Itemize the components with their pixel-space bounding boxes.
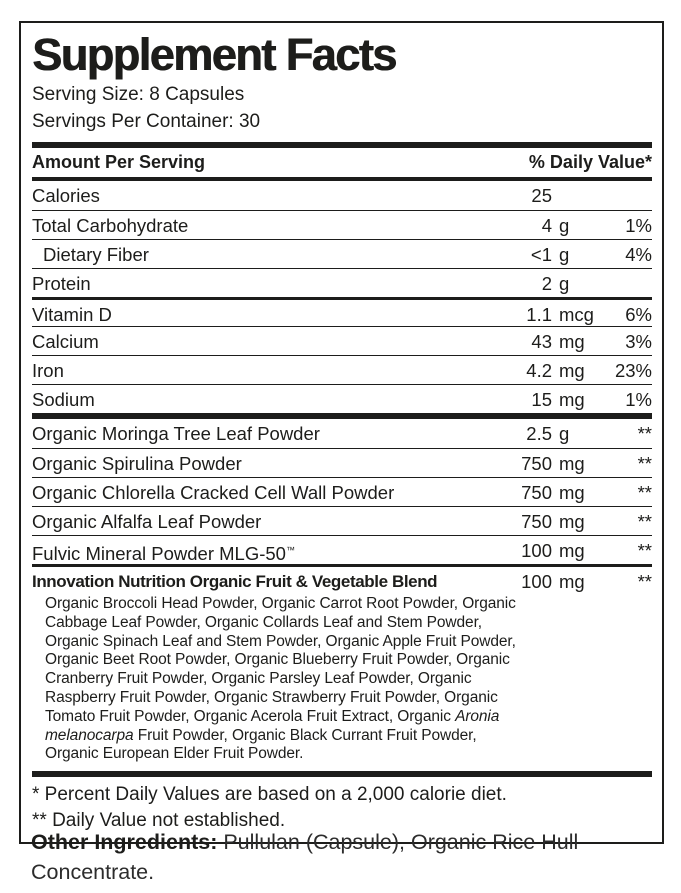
botanical-amount: 750 — [521, 453, 552, 474]
botanical-row-alfalfa — [32, 506, 652, 535]
botanical-row-fulvic-mineral — [32, 535, 652, 564]
nutrient-amount: <1 — [530, 244, 552, 265]
blend-ingredients-part1: Organic Broccoli Head Powder, Organic Carrot Root Powder, Organic Cabbage Leaf Powder, Organic Collards Leaf and Stem Powder, Organic Spinach Leaf and Stem Powder, Organic Apple Fruit Powder, Organic Beet Root Powder, Organic Blueberry Fruit Powder, Organic Cranberry Fruit Powder, Organic Parsley Leaf Powder, Organic Raspberry Fruit Powder, Organic Strawberry Fruit Powder, Organic Tomato Fruit Powder, Organic Acerola Fruit Extract, Organic — [45, 595, 516, 725]
botanical-name: Organic Spirulina Powder — [32, 453, 242, 474]
botanical-row-chlorella — [32, 477, 652, 506]
nutrient-amount: 4.2 — [526, 360, 552, 381]
blend-row — [32, 564, 652, 593]
botanical-name: Organic Alfalfa Leaf Powder — [32, 511, 262, 532]
nutrient-row-calcium — [32, 326, 652, 355]
botanical-dv: ** — [637, 511, 652, 532]
botanical-dv: ** — [637, 423, 652, 444]
servings-per-container: Servings Per Container: 30 — [32, 111, 261, 132]
blend-dv: ** — [637, 571, 652, 592]
nutrient-dv: 1% — [625, 389, 652, 410]
trademark-symbol: ™ — [285, 545, 295, 555]
nutrient-dv: 1% — [625, 215, 652, 236]
nutrient-name: Sodium — [32, 389, 95, 410]
nutrient-unit: g — [559, 215, 570, 236]
nutrient-unit: mg — [559, 331, 585, 352]
blend-ingredient-list — [32, 593, 532, 771]
nutrient-name: Calories — [32, 185, 100, 206]
nutrient-unit: g — [559, 244, 570, 265]
botanical-name: Organic Moringa Tree Leaf Powder — [32, 423, 320, 444]
other-ingredients-text: Pullulan (Capsule), Organic Rice Hull Concentrate. — [31, 830, 579, 884]
botanical-name — [32, 536, 494, 564]
botanical-unit: mg — [559, 540, 585, 561]
footnote-dv-not-established: ** Daily Value not established. — [32, 810, 286, 832]
botanical-name-text: Fulvic Mineral Powder MLG-50 — [32, 543, 286, 565]
nutrient-row-iron — [32, 355, 652, 384]
botanical-dv: ** — [637, 453, 652, 474]
supplement-facts-panel — [19, 21, 664, 844]
nutrient-amount: 2 — [541, 273, 552, 294]
other-ingredients — [31, 827, 629, 887]
nutrient-amount: 15 — [531, 389, 552, 410]
nutrient-name: Calcium — [32, 331, 99, 352]
other-ingredients-label: Other Ingredients: — [31, 830, 218, 854]
blend-amount: 100 — [521, 571, 552, 592]
botanical-unit: mg — [559, 482, 585, 503]
blend-unit: mg — [559, 571, 585, 592]
botanical-unit: mg — [559, 453, 585, 474]
nutrient-amount: 43 — [531, 331, 552, 352]
nutrient-unit — [552, 181, 598, 210]
botanical-unit: mg — [559, 511, 585, 532]
botanical-row-moringa — [32, 419, 652, 448]
nutrient-name: Iron — [32, 360, 64, 381]
nutrient-dv: 4% — [625, 244, 652, 265]
blend-name: Innovation Nutrition Organic Fruit & Vegetable Blend — [32, 572, 438, 591]
nutrient-name: Total Carbohydrate — [32, 215, 189, 236]
nutrient-amount: 25 — [531, 185, 552, 206]
nutrient-unit: mg — [559, 360, 585, 381]
nutrient-dv: 3% — [625, 331, 652, 352]
column-headers — [32, 148, 652, 177]
serving-size: Serving Size: 8 Capsules — [32, 84, 245, 105]
nutrient-unit: mg — [559, 389, 585, 410]
blend-ingredients-part2: Fruit Powder, Organic Black Currant Fruit Powder, Organic European Elder Fruit Powder. — [45, 726, 477, 763]
nutrient-row-protein — [32, 268, 652, 297]
botanical-amount: 2.5 — [526, 423, 552, 444]
blend-ingredients-latin-name: Aronia melanocarpa — [45, 707, 500, 744]
nutrient-row-sodium — [32, 384, 652, 413]
nutrient-unit: g — [559, 273, 570, 294]
botanical-amount: 750 — [521, 482, 552, 503]
footnote-percent-dv: * Percent Daily Values are based on a 2,000 calorie diet. — [32, 784, 507, 806]
nutrient-row-total-carbohydrate — [32, 210, 652, 239]
botanical-dv: ** — [637, 540, 652, 561]
botanical-amount: 100 — [521, 540, 552, 561]
botanical-dv: ** — [637, 482, 652, 503]
amount-per-serving-header: Amount Per Serving — [32, 152, 206, 172]
nutrient-amount: 1.1 — [526, 304, 552, 325]
nutrient-dv: 6% — [625, 304, 652, 325]
botanical-name: Organic Chlorella Cracked Cell Wall Powder — [32, 482, 395, 503]
nutrient-dv: 23% — [614, 360, 652, 381]
nutrient-name: Protein — [32, 273, 91, 294]
nutrient-name: Vitamin D — [32, 304, 112, 325]
footnotes — [32, 777, 652, 834]
nutrient-dv — [598, 181, 652, 210]
nutrient-unit: mcg — [559, 304, 594, 325]
nutrient-dv — [598, 269, 652, 297]
daily-value-header: % Daily Value* — [528, 152, 652, 172]
nutrient-amount: 4 — [541, 215, 552, 236]
nutrient-name: Dietary Fiber — [43, 244, 149, 265]
botanical-row-spirulina — [32, 448, 652, 477]
botanical-unit: g — [559, 423, 570, 444]
nutrient-row-vitamin-d — [32, 297, 652, 326]
nutrient-row-calories — [32, 181, 652, 210]
panel-title: Supplement Facts — [32, 29, 396, 80]
nutrient-row-dietary-fiber — [32, 239, 652, 268]
botanical-amount: 750 — [521, 511, 552, 532]
